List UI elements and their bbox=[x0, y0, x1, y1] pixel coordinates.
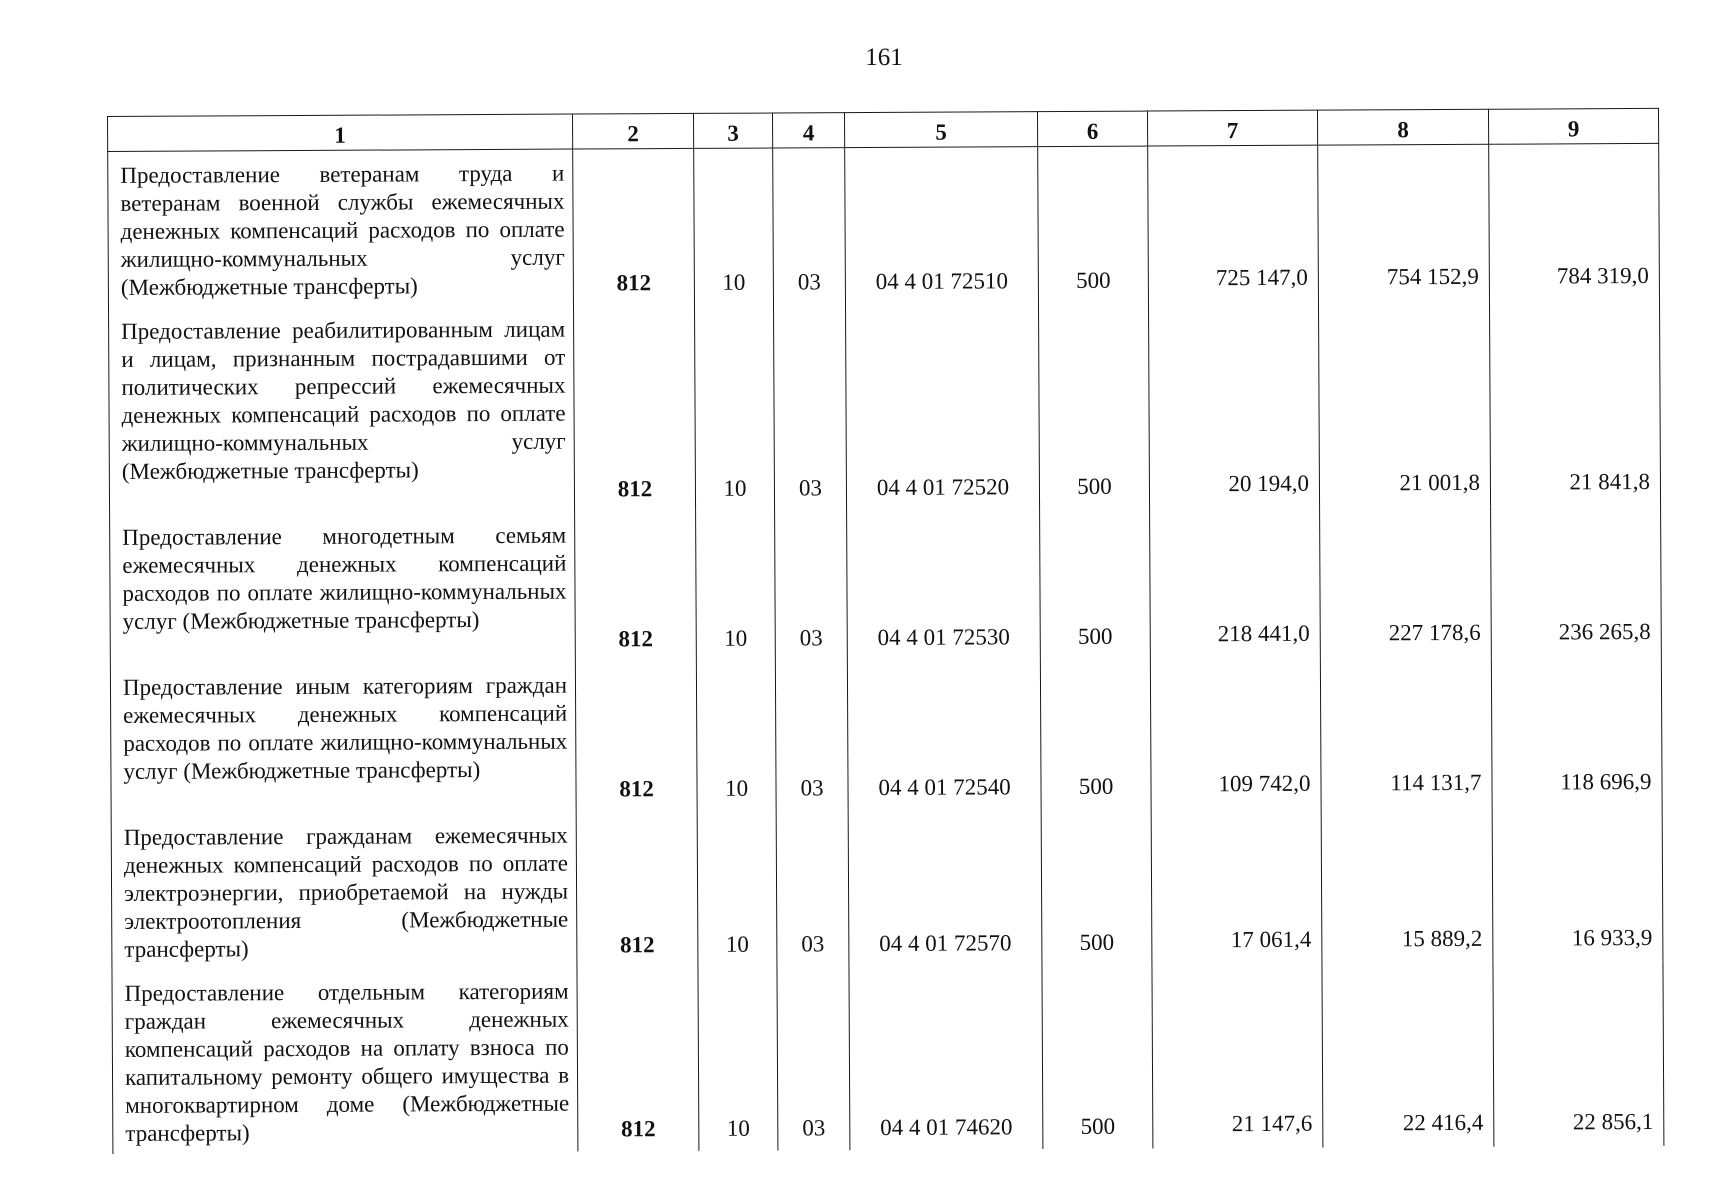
cell-amount-col8: 227 178,6 bbox=[1320, 507, 1492, 658]
row-name: Предоставление отдельным категориям граждан ежемесячных денежных компенсаций расходов на оплату взноса по капитальному ремонту общего имущества в многоквартирном доме (Межбюджетные трансферты) bbox=[112, 968, 578, 1154]
cell-subsection: 03 bbox=[776, 810, 849, 966]
row-name: Предоставление иным категориям граждан ежемесячных денежных компенсаций расходов по оплате жилищно-коммунальных услуг (Межбюджетные трансферты) bbox=[110, 662, 576, 814]
table-row bbox=[110, 656, 1662, 814]
cell-admin-code: 812 bbox=[573, 305, 695, 512]
header-col-8: 8 bbox=[1317, 109, 1488, 145]
page-number: 161 bbox=[865, 44, 903, 71]
cell-expense-type: 500 bbox=[1040, 509, 1151, 660]
cell-expense-type: 500 bbox=[1040, 659, 1151, 810]
cell-expense-type: 500 bbox=[1038, 146, 1149, 303]
header-col-7: 7 bbox=[1147, 110, 1317, 146]
cell-amount-col9: 784 319,0 bbox=[1489, 143, 1660, 300]
cell-amount-col8: 22 416,4 bbox=[1322, 963, 1494, 1148]
cell-amount-col7: 725 147,0 bbox=[1148, 145, 1319, 302]
cell-amount-col9: 21 841,8 bbox=[1489, 300, 1660, 507]
cell-subsection: 03 bbox=[773, 148, 846, 305]
cell-section: 10 bbox=[697, 811, 777, 967]
cell-amount-col8: 21 001,8 bbox=[1318, 301, 1490, 508]
header-col-1: 1 bbox=[108, 114, 573, 151]
row-name: Предоставление многодетным семьям ежемесячных денежных компенсаций расходов по оплате жилищно-коммунальных услуг (Межбюджетные трансферты) bbox=[110, 512, 576, 664]
cell-section: 10 bbox=[696, 661, 776, 811]
cell-amount-col9: 118 696,9 bbox=[1491, 656, 1662, 807]
header-col-4: 4 bbox=[772, 113, 844, 148]
header-col-2: 2 bbox=[572, 113, 693, 149]
cell-admin-code: 812 bbox=[575, 661, 697, 812]
cell-admin-code: 812 bbox=[573, 148, 695, 305]
cell-amount-col8: 754 152,9 bbox=[1318, 144, 1490, 301]
cell-section: 10 bbox=[694, 148, 774, 305]
cell-amount-col7: 20 194,0 bbox=[1148, 302, 1319, 509]
table-row bbox=[112, 962, 1664, 1154]
cell-amount-col7: 218 441,0 bbox=[1150, 508, 1321, 659]
row-name: Предоставление реабилитированным лицам и лицам, признанным пострадавшими от политических репрессий ежемесячных денежных компенсаций расходов по оплате жилищно-коммунальных услуг (Межбюджетные трансферты) bbox=[109, 306, 575, 514]
cell-expense-type: 500 bbox=[1038, 303, 1149, 510]
cell-subsection: 03 bbox=[777, 966, 850, 1150]
cell-target-code: 04 4 01 72520 bbox=[845, 303, 1039, 510]
cell-target-code: 04 4 01 72570 bbox=[848, 809, 1042, 966]
cell-expense-type: 500 bbox=[1042, 965, 1153, 1150]
cell-target-code: 04 4 01 72540 bbox=[847, 659, 1041, 810]
cell-amount-col9: 22 856,1 bbox=[1493, 962, 1664, 1147]
cell-section: 10 bbox=[694, 305, 774, 511]
cell-expense-type: 500 bbox=[1041, 809, 1152, 966]
cell-subsection: 03 bbox=[773, 304, 846, 510]
cell-admin-code: 812 bbox=[575, 511, 697, 662]
cell-amount-col7: 21 147,6 bbox=[1152, 964, 1323, 1149]
cell-target-code: 04 4 01 72510 bbox=[845, 147, 1039, 305]
cell-subsection: 03 bbox=[775, 510, 848, 660]
header-col-5: 5 bbox=[844, 112, 1037, 148]
budget-table bbox=[107, 108, 1664, 1154]
header-col-3: 3 bbox=[693, 113, 772, 148]
cell-target-code: 04 4 01 72530 bbox=[847, 509, 1041, 660]
header-col-9: 9 bbox=[1488, 108, 1658, 144]
table-row bbox=[108, 143, 1660, 308]
cell-amount-col9: 236 265,8 bbox=[1491, 506, 1662, 657]
table-row bbox=[111, 806, 1663, 970]
cell-admin-code: 812 bbox=[576, 811, 698, 968]
row-name: Предоставление ветеранам труда и ветеранам военной службы ежемесячных денежных компенсаций расходов по оплате жилищно-коммунальных услуг (Межбюджетные трансферты) bbox=[108, 149, 574, 308]
cell-amount-col7: 109 742,0 bbox=[1150, 658, 1321, 809]
row-name: Предоставление гражданам ежемесячных денежных компенсаций расходов по оплате электроэнергии, приобретаемой на нужды электроотопления (Межбюджетные трансферты) bbox=[111, 812, 577, 970]
cell-subsection: 03 bbox=[775, 660, 848, 810]
table-row bbox=[110, 506, 1662, 664]
cell-amount-col8: 15 889,2 bbox=[1321, 807, 1493, 964]
budget-table-sheet bbox=[107, 108, 1663, 1154]
cell-admin-code: 812 bbox=[577, 967, 699, 1152]
cell-amount-col8: 114 131,7 bbox=[1320, 657, 1492, 808]
cell-amount-col9: 16 933,9 bbox=[1492, 806, 1663, 963]
cell-section: 10 bbox=[696, 511, 776, 661]
cell-target-code: 04 4 01 74620 bbox=[849, 965, 1043, 1150]
header-col-6: 6 bbox=[1037, 111, 1147, 147]
cell-amount-col7: 17 061,4 bbox=[1151, 808, 1322, 965]
cell-section: 10 bbox=[698, 967, 778, 1151]
table-row bbox=[109, 300, 1661, 514]
